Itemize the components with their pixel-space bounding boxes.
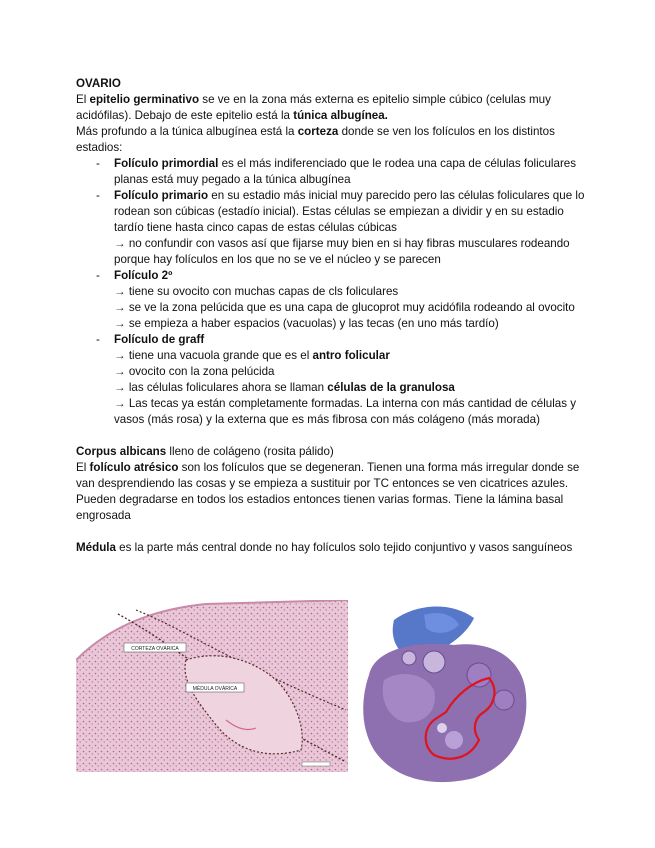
note: → no confundir con vasos así que fijarse muy bien en si hay fibras musculares rodeando porque hay folículos en los que no se ve el núcleo y se parecen bbox=[114, 237, 570, 266]
text: donde se ven los folículos en los distintos estadios: bbox=[76, 125, 555, 154]
term-corpus-albicans: Corpus albicans bbox=[76, 445, 167, 458]
list-item bbox=[76, 188, 586, 268]
term-corteza: corteza bbox=[297, 125, 339, 138]
term-medula: Médula bbox=[76, 541, 116, 554]
term-tunica-albuginea: túnica albugínea. bbox=[293, 109, 388, 122]
paragraph-medula bbox=[76, 540, 586, 556]
text: Más profundo a la túnica albugínea está la bbox=[76, 125, 298, 138]
term-foliculo-primordial: Folículo primordial bbox=[114, 157, 219, 170]
text: en su estadio más inicial muy parecido pero las células foliculares que lo rodean son cúbicas (estadío inicial). Estas células se empiezan a dividir y en su estadio tardío tiene hasta cinco capas de estas células cúbicas bbox=[114, 189, 585, 234]
page-title: OVARIO bbox=[76, 77, 121, 90]
paragraph-corteza bbox=[76, 124, 586, 156]
text: lleno de colágeno (rosita pálido) bbox=[166, 445, 334, 458]
bullet-dash: - bbox=[96, 157, 100, 170]
text: El bbox=[76, 93, 90, 106]
scale-bar bbox=[302, 762, 330, 766]
label-corteza: CORTEZA OVÁRICA bbox=[131, 646, 179, 652]
list-item bbox=[76, 156, 586, 188]
figures bbox=[76, 600, 636, 790]
note: → se ve la zona pelúcida que es una capa de glucoprot muy acidófila rodeando al ovocito bbox=[114, 301, 575, 314]
note: → Las tecas ya están completamente formadas. La interna con más cantidad de células y vasos (más rosa) y la externa que es más fibrosa con más colágeno (más morada) bbox=[114, 397, 577, 426]
ovary-trichrome-micrograph bbox=[354, 600, 534, 790]
bullet-dash: - bbox=[96, 333, 100, 346]
list-item bbox=[76, 332, 586, 428]
term-foliculo-primario: Folículo primario bbox=[114, 189, 209, 202]
text: son los folículos que se degeneran. Tienen una forma más irregular donde se van desprendiendo las cosas y se empieza a sustituir por TC entonces se ven cicatrices azules. Pueden degradarse en todos los estadios entonces tienen varias formas. Tiene la lámina basal engrosada bbox=[76, 461, 580, 522]
text: es el más indiferenciado que le rodea una capa de células foliculares planas está muy pegado a la túnica albugínea bbox=[114, 157, 577, 186]
bullet-dash: - bbox=[96, 189, 100, 202]
text: El bbox=[76, 461, 90, 474]
note: → ovocito con la zona pelúcida bbox=[114, 365, 275, 378]
note: → las células foliculares ahora se llaman bbox=[114, 381, 328, 394]
note: → tiene su ovocito con muchas capas de cls foliculares bbox=[114, 285, 399, 298]
note: → se empieza a haber espacios (vacuolas) y las tecas (en uno más tardío) bbox=[114, 317, 499, 330]
term-foliculo-2: Folículo 2º bbox=[114, 269, 173, 282]
label-medula: MÉDULA OVÁRICA bbox=[192, 686, 238, 692]
term-celulas-granulosa: células de la granulosa bbox=[327, 381, 455, 394]
term-foliculo-atresico: folículo atrésico bbox=[89, 461, 179, 474]
text: se ve en la zona más externa es epitelio simple cúbico (celulas muy acidófilas). Debajo de este epitelio está la bbox=[76, 93, 551, 122]
bullet-dash: - bbox=[96, 269, 100, 282]
paragraph-corpus-albicans bbox=[76, 444, 586, 460]
list-item bbox=[76, 268, 586, 332]
term-foliculo-de-graff: Folículo de graff bbox=[114, 333, 205, 346]
ovary-he-micrograph bbox=[76, 600, 348, 772]
note: → tiene una vacuola grande que es el bbox=[114, 349, 313, 362]
document-body bbox=[76, 76, 586, 556]
paragraph-epitelio bbox=[76, 92, 586, 124]
term-epitelio-germinativo: epitelio germinativo bbox=[89, 93, 200, 106]
follicle-list bbox=[76, 156, 586, 428]
text: es la parte más central donde no hay folículos solo tejido conjuntivo y vasos sanguíneos bbox=[115, 541, 573, 554]
paragraph-atresico bbox=[76, 460, 586, 524]
term-antro-folicular: antro folicular bbox=[312, 349, 390, 362]
